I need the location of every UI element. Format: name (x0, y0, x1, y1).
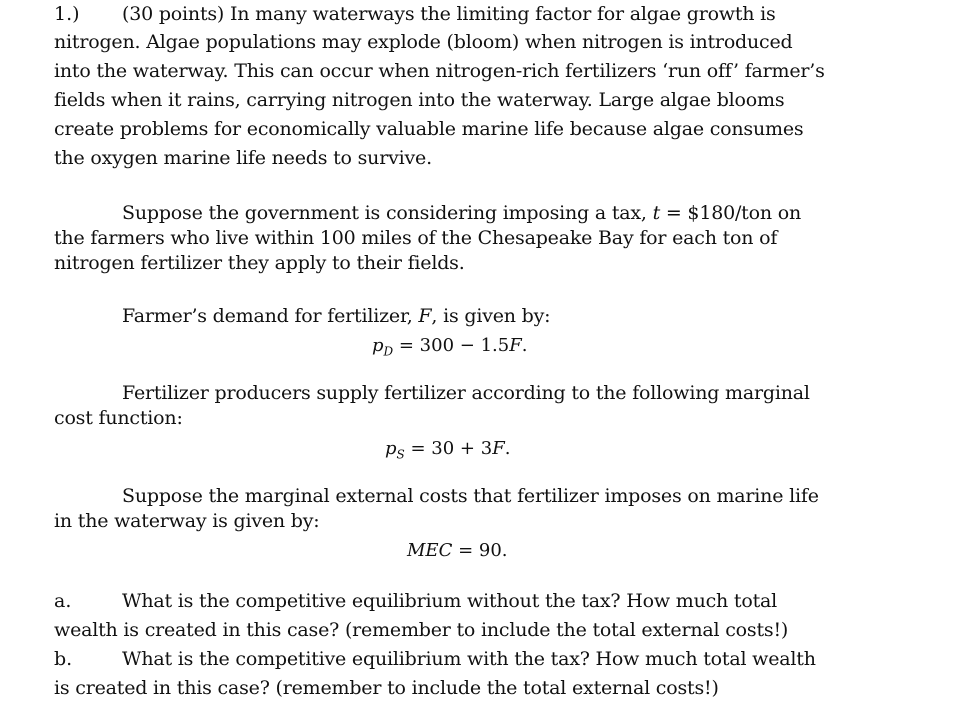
mec-line-2: in the waterway is given by: (54, 510, 320, 532)
question-a-label: a. (54, 590, 72, 612)
demand-lead-var: F (418, 305, 432, 327)
tax-amount: = $180/ton (660, 202, 772, 224)
intro-line-6: the oxygen marine life needs to survive. (54, 147, 432, 169)
supply-p: p (385, 438, 397, 459)
demand-subscript: D (383, 344, 394, 359)
problem-number: 1.) (54, 3, 80, 25)
demand-lead-post: , is given by: (431, 305, 551, 327)
intro-line-3: into the waterway. This can occur when nitrogen-rich fertilizers ‘run off’ farmer’s (54, 60, 825, 82)
question-a-line-2: wealth is created in this case? (remember to include the total external costs!) (54, 619, 789, 641)
supply-var: F (492, 438, 505, 459)
supply-line-1: Fertilizer producers supply fertilizer according to the following marginal (122, 382, 810, 404)
supply-subscript: S (396, 447, 405, 462)
tax-line-3: nitrogen fertilizer they apply to their fields. (54, 252, 465, 274)
question-b-line-2: is created in this case? (remember to include the total external costs!) (54, 677, 719, 699)
tax-line-1 (122, 201, 801, 226)
question-a-line-1: What is the competitive equilibrium without the tax? How much total (122, 590, 778, 612)
supply-rhs: = 30 + 3 (404, 438, 493, 459)
mec-rhs: = 90. (452, 540, 508, 561)
supply-equation (385, 437, 510, 467)
mec-equation (407, 539, 508, 563)
points-label: (30 points) (122, 3, 225, 25)
mec-line-1: Suppose the marginal external costs that fertilizer imposes on marine life (122, 485, 819, 507)
intro-line-1-text: In many waterways the limiting factor for algae growth is (230, 3, 776, 25)
supply-line-2: cost function: (54, 407, 183, 429)
demand-end: . (521, 335, 528, 356)
intro-line-1 (122, 0, 776, 29)
demand-p: p (372, 335, 384, 356)
intro-line-5: create problems for economically valuable marine life because algae consumes (54, 118, 804, 140)
question-b-line-1: What is the competitive equilibrium with the tax? How much total wealth (122, 648, 816, 670)
intro-line-2: nitrogen. Algae populations may explode (bloom) when nitrogen is introduced (54, 31, 793, 53)
demand-lead-pre: Farmer’s demand for fertilizer, (122, 305, 419, 327)
demand-var: F (509, 335, 522, 356)
supply-end: . (504, 438, 511, 459)
demand-lead (122, 302, 550, 331)
intro-line-4: fields when it rains, carrying nitrogen into the waterway. Large algae blooms (54, 89, 785, 111)
demand-equation (372, 334, 527, 364)
tax-line-1-pre: Suppose the government is considering imposing a tax, (122, 202, 653, 224)
tax-variable: t (652, 202, 661, 224)
question-b-label: b. (54, 648, 73, 670)
tax-line-1-post: on (771, 202, 802, 224)
mec-lhs: MEC (407, 540, 453, 561)
tax-line-2: the farmers who live within 100 miles of the Chesapeake Bay for each ton of (54, 227, 778, 249)
demand-rhs: = 300 − 1.5 (393, 335, 510, 356)
